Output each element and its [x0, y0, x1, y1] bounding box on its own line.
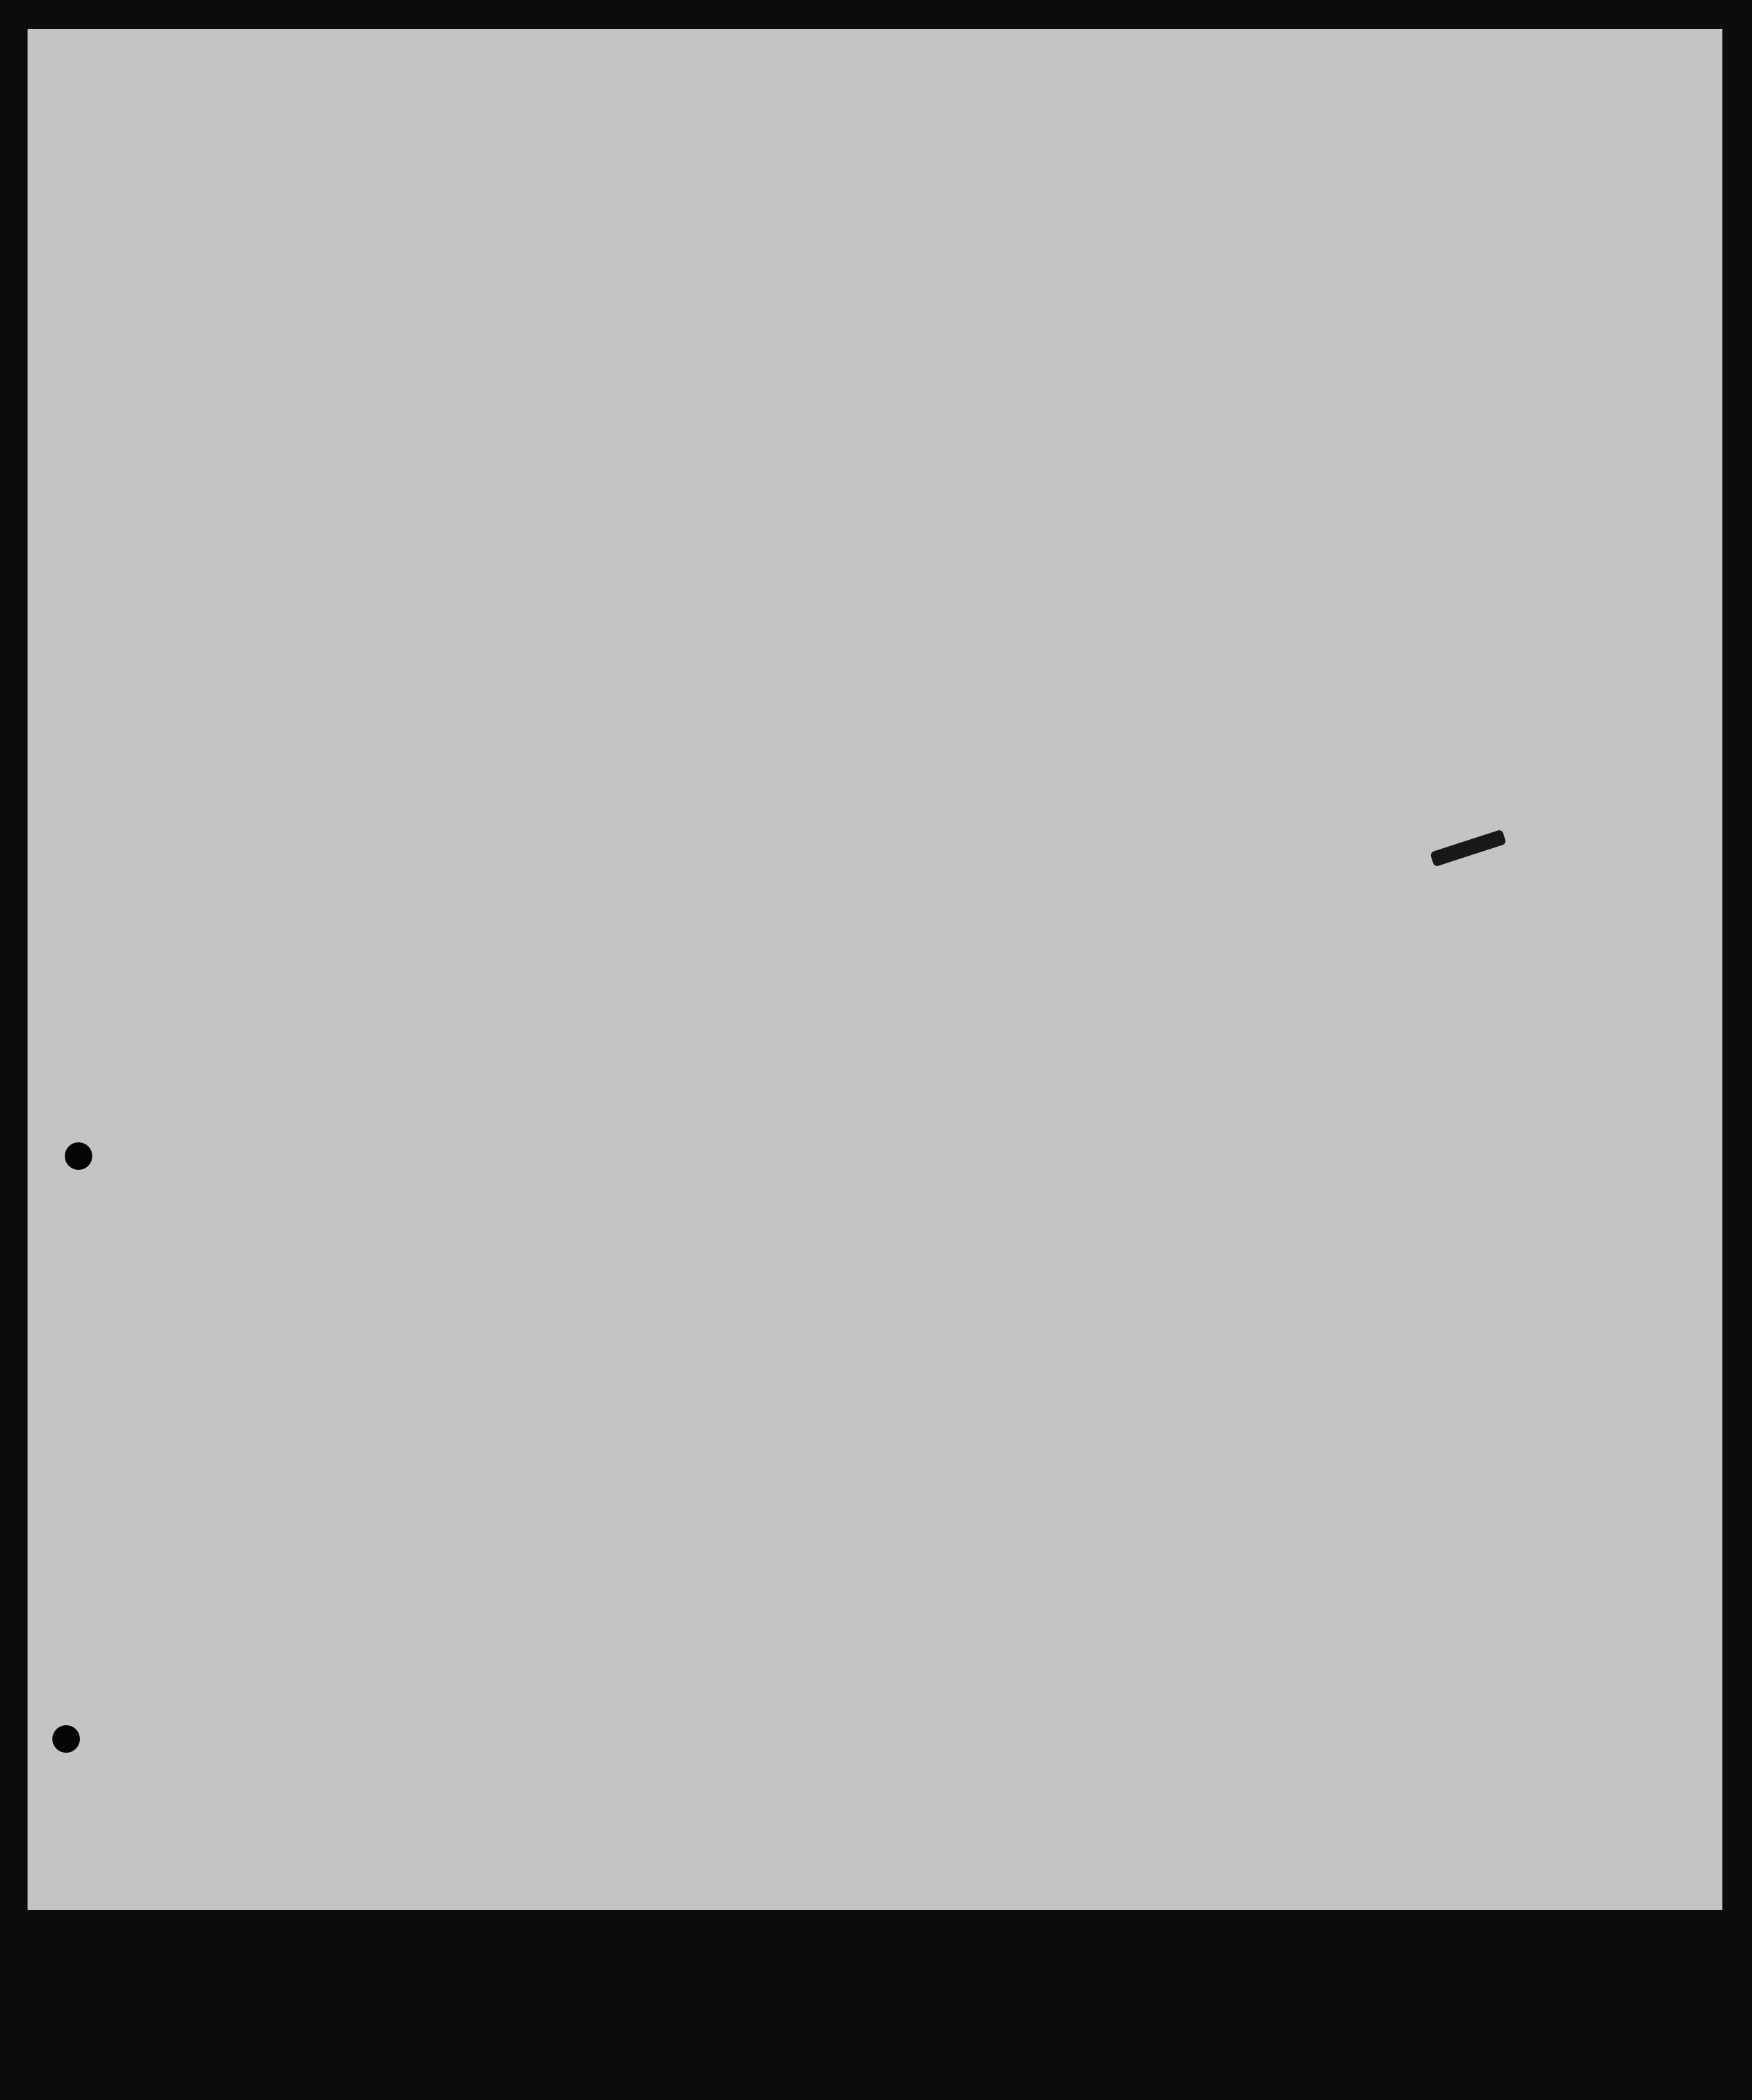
- table-rules: [28, 29, 1722, 1910]
- punch-hole-lower: [52, 1725, 80, 1753]
- punch-hole-upper: [65, 1142, 92, 1170]
- manifest-sheet: [28, 29, 1722, 1910]
